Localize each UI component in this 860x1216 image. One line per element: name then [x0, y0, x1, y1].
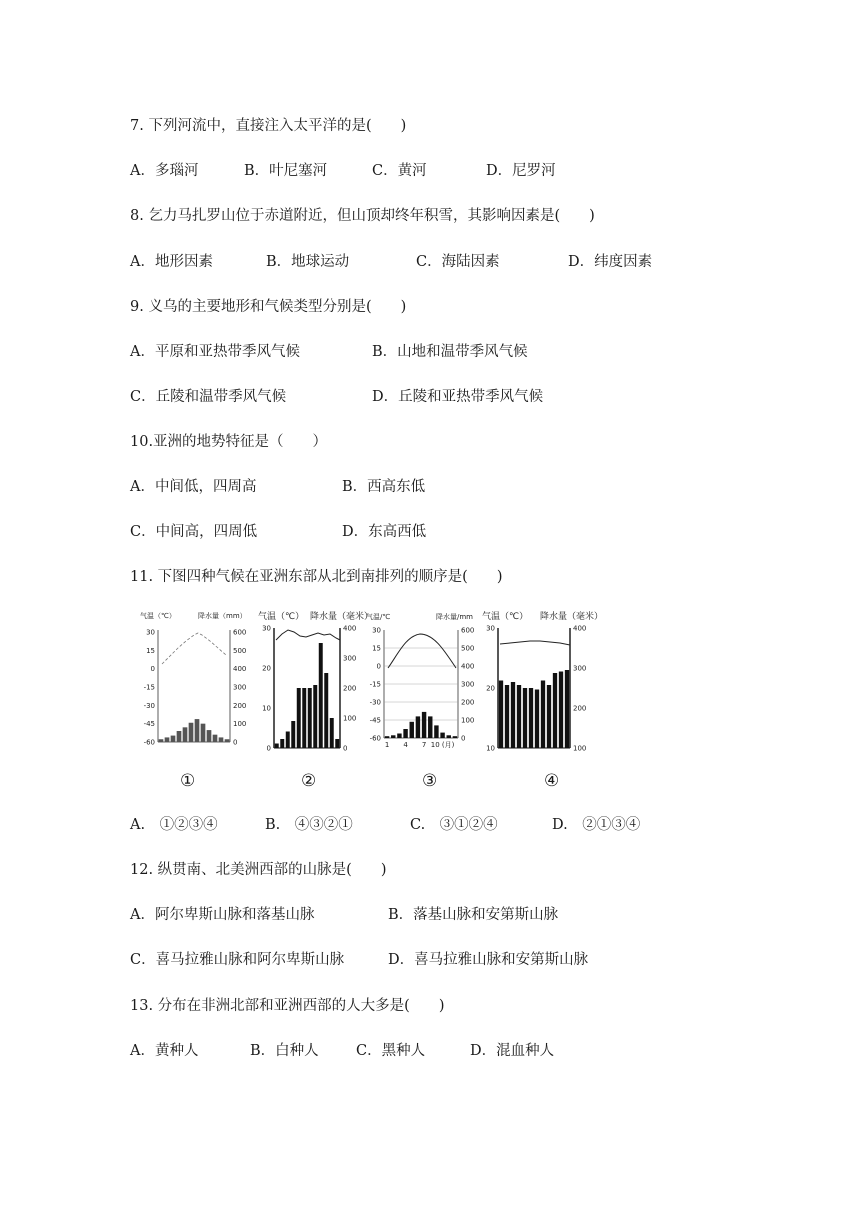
c3-right-tick: 500 — [461, 644, 475, 653]
q12-option-d[interactable]: D．喜马拉雅山脉和安第斯山脉 — [388, 952, 589, 968]
c4-precip-bar — [547, 685, 551, 748]
c2-right-tick: 300 — [343, 654, 357, 663]
c3-x-tick: 1 — [384, 741, 390, 749]
climate-chart-3 — [366, 610, 476, 752]
c2-right-tick: 0 — [343, 744, 348, 753]
climate-chart-4 — [482, 610, 604, 753]
c3-precip-bar — [422, 712, 426, 738]
q9-option-d[interactable]: D．丘陵和亚热带季风气候 — [372, 389, 544, 405]
chart3-left-axis — [370, 627, 381, 743]
c2-precip-bar — [324, 673, 328, 748]
c1-precip-bar — [159, 739, 164, 742]
q13-option-c[interactable]: C．黑种人 — [356, 1043, 426, 1059]
c2-left-tick: 0 — [266, 744, 271, 753]
c1-left-tick: -45 — [143, 720, 155, 729]
chart2-precip-title: 降水量（毫米） — [310, 612, 374, 622]
chart-label-2: ② — [301, 771, 317, 791]
c1-precip-bar — [183, 727, 188, 742]
c2-right-tick: 200 — [343, 684, 357, 693]
chart4-temp-title: 气温（℃） — [482, 612, 529, 622]
c1-precip-bar — [201, 724, 206, 742]
c4-left-tick: 20 — [486, 684, 495, 693]
c3-precip-bar — [403, 729, 407, 738]
c2-precip-bar — [280, 739, 284, 748]
q9-option-b[interactable]: B．山地和温带季风气候 — [372, 344, 528, 360]
c3-precip-bar — [428, 716, 432, 738]
q10-option-d[interactable]: D．东高西低 — [342, 524, 427, 540]
c3-left-tick: -15 — [369, 680, 381, 689]
q12-stem: 12. 纵贯南、北美洲西部的山脉是( ) — [130, 862, 387, 878]
c1-left-tick: 0 — [150, 665, 155, 674]
q7-option-d[interactable]: D．尼罗河 — [486, 163, 556, 179]
c2-precip-bar — [319, 643, 323, 748]
q9-option-c[interactable]: C．丘陵和温带季风气候 — [130, 389, 287, 405]
c2-right-tick: 400 — [343, 624, 357, 633]
c1-right-tick: 500 — [233, 646, 247, 655]
c1-precip-bar — [213, 735, 218, 742]
c3-x-tick: 7 — [421, 741, 427, 749]
c2-precip-bar — [297, 688, 301, 748]
chart2-temp-curve — [276, 630, 340, 640]
c1-precip-bar — [207, 730, 212, 742]
c4-precip-bar — [559, 672, 563, 749]
c1-precip-bar — [165, 737, 170, 742]
c4-right-tick: 200 — [573, 704, 587, 713]
c3-precip-bar — [453, 736, 457, 738]
c4-precip-bar — [505, 685, 509, 748]
c1-right-tick: 300 — [233, 683, 247, 692]
q8-stem: 8. 乞力马扎罗山位于赤道附近，但山顶却终年积雪，其影响因素是( ) — [130, 208, 595, 224]
chart4-temp-curve — [500, 641, 570, 645]
c2-precip-bar — [286, 732, 290, 749]
q10-stem: 10.亚洲的地势特征是（ ） — [130, 434, 328, 450]
c4-precip-bar — [553, 673, 557, 748]
q11-option-d[interactable]: D. ②①③④ — [552, 817, 641, 833]
c4-precip-bar — [511, 682, 515, 748]
c2-precip-bar — [302, 688, 306, 748]
q9-stem: 9. 义乌的主要地形和气候类型分别是( ) — [130, 299, 407, 315]
c3-precip-bar — [440, 733, 444, 738]
c1-precip-bar — [189, 723, 194, 742]
q8-option-b[interactable]: B．地球运动 — [266, 254, 350, 270]
c3-right-tick: 0 — [461, 734, 466, 743]
c3-x-tick: 4 — [403, 741, 408, 749]
c4-precip-bar — [529, 688, 533, 748]
chart1-temp-title: 气温（℃） — [140, 612, 176, 620]
c3-left-tick: 15 — [372, 644, 381, 653]
climate-chart-1 — [140, 610, 248, 752]
c3-left-tick: -60 — [369, 734, 381, 743]
c4-precip-bar — [523, 688, 527, 748]
q12-option-a[interactable]: A．阿尔卑斯山脉和落基山脉 — [130, 907, 315, 923]
chart2-right-axis — [343, 625, 356, 753]
c4-precip-bar — [541, 681, 545, 749]
c2-precip-bar — [313, 685, 317, 748]
c2-precip-bar — [308, 688, 312, 748]
q10-option-a[interactable]: A．中间低，四周高 — [130, 479, 257, 495]
c2-right-tick: 100 — [343, 714, 357, 723]
chart4-precip-bars — [499, 670, 569, 748]
c4-left-tick: 10 — [486, 744, 495, 753]
c3-precip-bar — [416, 716, 420, 738]
q13-stem: 13. 分布在非洲北部和亚洲西部的人大多是( ) — [130, 998, 445, 1014]
chart3-temp-title: 气温/℃ — [366, 613, 391, 621]
c3-right-tick: 400 — [461, 662, 475, 671]
q8-option-c[interactable]: C．海陆因素 — [416, 254, 500, 270]
c2-precip-bar — [275, 744, 279, 749]
q10-option-b[interactable]: B．西高东低 — [342, 479, 426, 495]
c2-left-tick: 10 — [262, 704, 271, 713]
c4-precip-bar — [517, 685, 521, 748]
c1-right-tick: 100 — [233, 720, 247, 729]
c1-right-tick: 400 — [233, 665, 247, 674]
q13-option-b[interactable]: B．白种人 — [250, 1043, 319, 1059]
chart1-precip-title: 降水量（mm） — [198, 612, 247, 620]
q11-stem: 11. 下图四种气候在亚洲东部从北到南排列的顺序是( ) — [130, 569, 503, 585]
c4-right-tick: 100 — [573, 744, 587, 753]
chart4-precip-title: 降水量（毫米） — [540, 612, 604, 622]
chart3-right-axis — [461, 627, 474, 743]
c1-left-tick: 30 — [146, 628, 155, 637]
c3-right-tick: 100 — [461, 716, 475, 725]
q11-option-b[interactable]: B. ④③②① — [265, 817, 353, 833]
chart-label-4: ④ — [544, 771, 560, 791]
chart2-precip-bars — [275, 643, 339, 748]
c3-x-tick: 10 (月) — [430, 741, 455, 749]
c3-precip-bar — [391, 735, 395, 738]
q10-option-c[interactable]: C．中间高，四周低 — [130, 524, 258, 540]
chart3-temp-curve — [388, 634, 456, 668]
q7-option-b[interactable]: B．叶尼塞河 — [244, 163, 328, 179]
c3-right-tick: 200 — [461, 698, 475, 707]
c3-precip-bar — [447, 735, 451, 738]
c4-right-tick: 300 — [573, 664, 587, 673]
c3-right-tick: 600 — [461, 626, 475, 635]
c1-precip-bar — [225, 739, 230, 742]
c3-right-tick: 300 — [461, 680, 475, 689]
c2-precip-bar — [330, 718, 334, 748]
chart4-left-axis — [486, 625, 495, 753]
c1-precip-bar — [171, 736, 176, 742]
c3-precip-bar — [385, 736, 389, 738]
q7-option-a[interactable]: A．多瑙河 — [130, 163, 199, 179]
q11-option-c[interactable]: C. ③①②④ — [410, 817, 498, 833]
c1-left-tick: -30 — [143, 701, 155, 710]
c1-left-tick: -60 — [143, 738, 155, 747]
chart1-right-axis — [233, 629, 246, 747]
c4-precip-bar — [565, 670, 569, 748]
c2-precip-bar — [291, 721, 295, 748]
c4-precip-bar — [499, 681, 503, 749]
c1-precip-bar — [195, 719, 200, 742]
c2-left-tick: 20 — [262, 664, 271, 673]
c3-precip-bar — [434, 725, 438, 738]
chart1-temp-curve — [162, 633, 226, 664]
chart1-precip-bars — [159, 719, 230, 742]
q7-stem: 7. 下列河流中，直接注入太平洋的是( ) — [130, 118, 407, 134]
c3-left-tick: 30 — [372, 626, 381, 635]
q8-option-d[interactable]: D．纬度因素 — [568, 254, 653, 270]
chart2-temp-title: 气温（℃） — [258, 612, 305, 622]
chart-label-3: ③ — [422, 771, 438, 791]
climate-chart-2 — [258, 610, 374, 753]
c1-precip-bar — [219, 737, 224, 742]
c3-precip-bar — [410, 722, 414, 738]
chart3-precip-title: 降水量/mm — [436, 613, 473, 621]
c1-precip-bar — [177, 731, 182, 742]
c4-precip-bar — [535, 690, 539, 749]
c3-precip-bar — [397, 734, 401, 739]
q7-option-c[interactable]: C．黄河 — [372, 163, 427, 179]
q13-option-d[interactable]: D．混血种人 — [470, 1043, 555, 1059]
c1-right-tick: 0 — [233, 738, 238, 747]
chart2-left-axis — [262, 625, 271, 753]
chart3-x-axis — [385, 741, 455, 749]
c1-right-tick: 600 — [233, 628, 247, 637]
c3-left-tick: 0 — [376, 662, 381, 671]
q9-option-a[interactable]: A．平原和亚热带季风气候 — [130, 344, 300, 360]
c3-left-tick: -30 — [369, 698, 381, 707]
q11-option-a[interactable]: A. ①②③④ — [130, 817, 218, 833]
chart4-right-axis — [573, 625, 586, 753]
chart1-left-axis — [144, 629, 155, 747]
c4-left-tick: 30 — [486, 624, 495, 633]
c1-left-tick: -15 — [143, 683, 155, 692]
chart3-precip-bars — [385, 712, 457, 738]
c2-precip-bar — [335, 739, 339, 748]
q8-option-a[interactable]: A．地形因素 — [130, 254, 213, 270]
q13-option-a[interactable]: A．黄种人 — [130, 1043, 199, 1059]
c3-left-tick: -45 — [369, 716, 381, 725]
c1-left-tick: 15 — [146, 646, 155, 655]
q12-option-b[interactable]: B．落基山脉和安第斯山脉 — [388, 907, 559, 923]
c4-right-tick: 400 — [573, 624, 587, 633]
c2-left-tick: 30 — [262, 624, 271, 633]
chart-label-1: ① — [180, 771, 196, 791]
c1-right-tick: 200 — [233, 701, 247, 710]
q12-option-c[interactable]: C．喜马拉雅山脉和阿尔卑斯山脉 — [130, 952, 345, 968]
